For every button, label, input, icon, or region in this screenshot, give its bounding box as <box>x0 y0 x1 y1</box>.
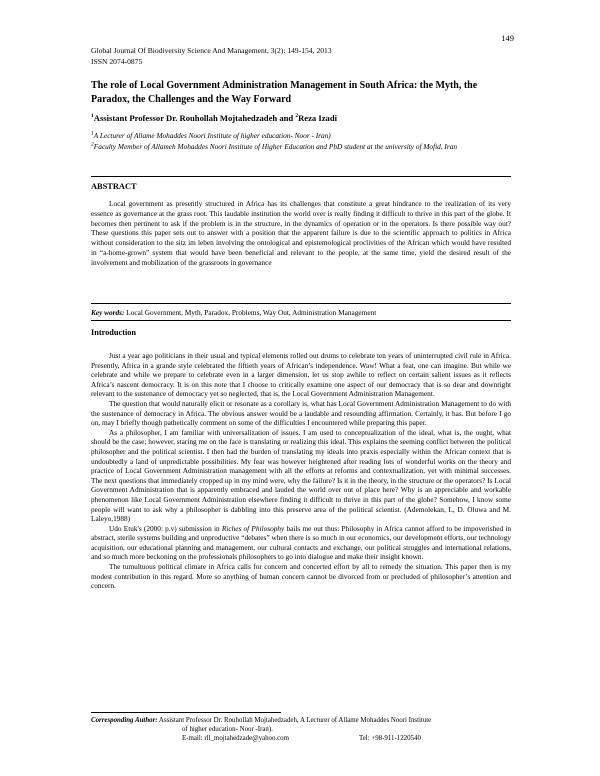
affiliation-1-sup: 1 <box>91 130 94 137</box>
affiliation-1 <box>91 131 511 141</box>
author-2: Reza Izadi <box>298 113 337 123</box>
keywords <box>91 308 511 317</box>
abstract-heading: ABSTRACT <box>91 182 137 191</box>
abstract-text: Local government as presently structured in Africa has its challenges that constitute a great hindrance to the realization of its very essence as governance at the grass root. This laudable institution the world over is really finding it difficult to thrive in this part of the globe. It becomes then pertinent to ask if the problem is in the structure, in the dynamics of operation or in the operators. Is there possible way out? These questions this paper sets out to answer with a position that the apparent failure is due to the scientific approach to politics in Africa without consideration to the sitz im leben involving the ontological and epistemological proclivities of the African which would have resulted in “a-home-grown” system that would have been beneficial and relevant to the people, at the same time, yield the desired result of the involvement and mobilization of the grassroots in governance <box>91 199 511 267</box>
affiliation-2-sup: 2 <box>91 141 94 148</box>
journal-citation: Global Journal Of Biodiversity Science And Management, 3(2): 149-154, 2013 <box>91 46 332 55</box>
divider-keywords <box>91 320 511 321</box>
affiliation-2-text: Faculty Member of Allameh Mohaddes Noori Institute of Higher Education and PhD student at the university of Mofid, Iran <box>93 142 457 151</box>
keywords-label: Key words: <box>91 308 125 317</box>
footnote-text-2: of higher education- Noor -Iran). <box>182 726 273 734</box>
page-number: 149 <box>501 33 514 43</box>
footnote-contact <box>91 734 511 743</box>
author-line <box>91 113 511 123</box>
corresponding-author-note <box>91 716 511 744</box>
paragraph-5: The tumultuous political climate in Africa calls for concern and concerted effort by all to remedy the situation. This paper then is my modest contribution in this regard. More so anything of human concern cannot be divorced from or precluded of philosopher’s attention and concern. <box>91 562 511 591</box>
introduction-body <box>91 351 511 591</box>
affiliation-1-text: A Lecturer of Allame Mohaddes Noori Institute of higher education- Noor - Iran) <box>93 131 331 140</box>
affiliation-2 <box>91 142 511 152</box>
author-joiner: and <box>277 113 296 123</box>
affiliations <box>91 131 511 153</box>
footnote-tel: Tel: +98-911-1220540 <box>359 735 421 743</box>
paragraph-4-start: Udo Etuk's (2000: p.v) submission in <box>109 523 222 533</box>
author-1: Assistant Professor Dr. Rouhollah Mojtahedzadeh <box>93 113 278 123</box>
divider-top <box>91 176 511 177</box>
paragraph-3: As a philosopher, I am familiar with universalization of issues. I am used to conceptualization of the ideal, what is, the ought, what should be the case; however, staring me on the face is translating or realizing this ideal. This explains the seeming conflict between the political philosopher and the political scientist. I then had the burden of translating my ideals into praxis especially within the African context that is undoubtedly a land of unpredictable possibilities. My fear was however heightened after reading lots of wonderful works on the theory and practice of Local Government Administration management with all the efforts at reforms and contextualization, yet with minimal successes. The next questions that immediately cropped up in my mind were, why the failure? Is it in the theory, in the structure or the operators? Is Local Government Administration that is apparently embraced and lauded the world over out of place here? Why is an appreciable and workable phenomenon like Local Government Administration elsewhere finding it difficult to thrive in this part of the globe? Somehow, I know some people will want to ask why a philosopher is dabbling into this preserve area of the political scientist. (Ademolekan, L, D. Oluwa and M. Laleyo,1988) <box>91 427 511 524</box>
paragraph-2: The question that would naturally elicit or resonate as a corollary is, what has Local Government Administration Management to do with the sustenance of democracy in Africa. The obvious answer would be a laudable and resounding affirmation. Certainly, it has. But before I go on, may I briefly though pathetically comment on some of the difficulties I encountered while preparing this paper. <box>91 398 511 428</box>
journal-issn: ISSN 2074-0875 <box>91 57 143 66</box>
book-title: Riches of Philosophy <box>221 523 285 533</box>
divider-abstract <box>91 303 511 304</box>
introduction-heading: Introduction <box>91 328 137 337</box>
journal-header <box>91 45 511 67</box>
footnote-rule <box>91 712 281 713</box>
footnote-line-1 <box>91 716 511 725</box>
paragraph-1: Just a year ago politicians in their usual and typical elements rolled out drums to celebrate ten years of uninterrupted civil rule in Africa. Presently, Africa in a grande style celebrated the fiftieth years of African’s independence. Waw! What a feat, one can imagine. But while we celebrate and while we prepare to celebrate even in a larger dimension, let us stop awhile to reflect on certain salient issues as it reflects Africa’s nascent democracy. It is on this note that I choose to critically examine one aspect of our democracy that is so dear and downright relevant to the sustenance of democracy yet so neglected, that is, the Local Government Administration Management. <box>91 351 511 399</box>
paragraph-4 <box>91 524 511 562</box>
author-2-sup: 2 <box>295 113 299 120</box>
footnote-text: Assistant Professor Dr. Rouhollah Mojtahedzadeh, A Lecturer of Allame Mohaddes Noori Institute <box>157 717 432 724</box>
footnote-email: E-mail: rll_mojtahedzade@yahoo.com <box>182 735 289 743</box>
author-1-sup: 1 <box>91 113 94 120</box>
paper-title: The role of Local Government Administration Management in South Africa: the Myth, the Paradox, the Challenges and the Way Forward <box>91 80 478 105</box>
keywords-text: Local Government, Myth, Paradox, Problems, Way Out, Administration Management <box>124 308 377 317</box>
paragraph-4-rest: bails me out thus: Philosophy in Africa cannot afford to be impoverished in abstract, sterile systems building and unproductive “debates” when there is so much in our economics, our development efforts, our technology acquisition, our educational planning and management, our cultural contacts and exchange, our political struggles and international relations, and so much more beckoning on the professionals philosophers to go into dialogue and make their insight known. <box>91 523 511 562</box>
footnote-label: Corresponding Author: <box>91 717 158 724</box>
